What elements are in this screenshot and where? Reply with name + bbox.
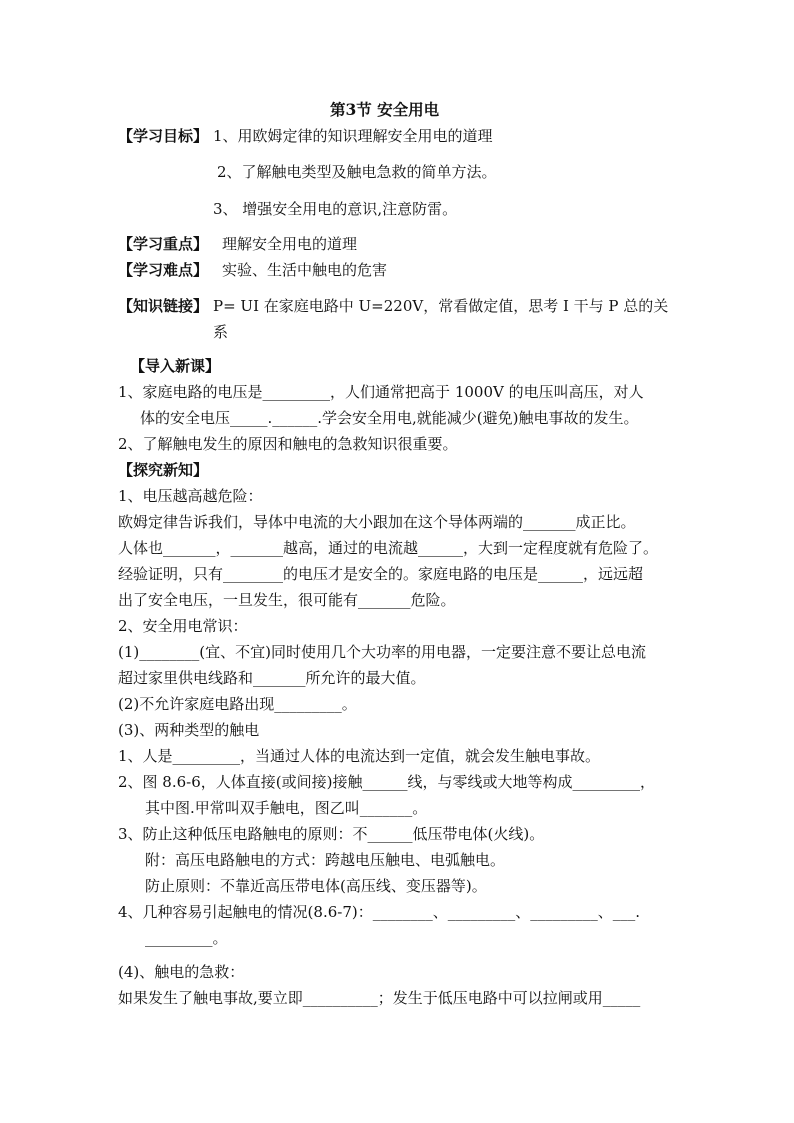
objective-3: 3、 增强安全用电的意识,注意防雷。 [213, 200, 458, 218]
explore-line-18: _________。 [145, 929, 228, 947]
explore-line-11: 1、人是_________，当通过人体的电流达到一定值，就会发生触电事故。 [118, 747, 601, 765]
explore-line-5: 出了安全电压，一旦发生，很可能有_______危险。 [118, 591, 456, 609]
explore-line-12: 2、图 8.6-6，人体直接(或间接)接触______线，与零线或大地等构成_________， [118, 773, 655, 791]
focus-text: 理解安全用电的道理 [222, 235, 358, 253]
explore-line-10: (3)、两种类型的触电 [118, 721, 260, 739]
intro-heading: 【导入新课】 [130, 357, 221, 375]
explore-line-6: 2、安全用电常识： [118, 617, 248, 635]
focus-label: 【学习重点】 [118, 235, 209, 253]
explore-line-17: 4、几种容易引起触电的情况(8.6-7)：________、_________、_________、___. [118, 903, 640, 921]
explore-line-2: 欧姆定律告诉我们，导体中电流的大小跟加在这个导体两端的_______成正比。 [118, 513, 636, 531]
explore-line-20: 如果发生了触电事故,要立即__________；发生于低压电路中可以拉闸或用_____ [118, 989, 641, 1007]
explore-line-8: 超过家里供电线路和_______所允许的最大值。 [118, 669, 426, 687]
explore-line-3: 人体也_______，_______越高，通过的电流越______，大到一定程度就有危险了。 [118, 539, 659, 557]
link-line-1: P= UI 在家庭电路中 U=220V，常看做定值，思考 I 干与 P 总的关 [213, 297, 669, 315]
objective-1: 1、用欧姆定律的知识理解安全用电的道理 [213, 127, 493, 145]
explore-line-4: 经验证明，只有________的电压才是安全的。家庭电路的电压是______，远远超 [118, 565, 644, 583]
link-label: 【知识链接】 [118, 297, 209, 315]
explore-line-15: 附：高压电路触电的方式：跨越电压触电、电弧触电。 [145, 851, 506, 869]
link-line-2: 系 [213, 323, 229, 341]
intro-line-1: 1、家庭电路的电压是_________，人们通常把高于 1000V 的电压叫高压，对人 [118, 383, 644, 401]
explore-line-13: 其中图.甲常叫双手触电，图乙叫_______。 [145, 799, 428, 817]
objectives-label: 【学习目标】 [118, 127, 209, 145]
explore-line-19: (4)、触电的急救： [118, 963, 245, 981]
intro-line-2: 体的安全电压_____.______.学会安全用电,就能减少(避免)触电事故的发生。 [140, 409, 639, 427]
objective-2: 2、了解触电类型及触电急救的简单方法。 [217, 163, 497, 181]
page-title: 第3节 安全用电 [330, 100, 440, 119]
intro-line-3: 2、了解触电发生的原因和触电的急救知识很重要。 [118, 435, 458, 453]
explore-line-7: (1)________(宜、不宜)同时使用几个大功率的用电器，一定要注意不要让总电流 [118, 643, 646, 661]
explore-line-1: 1、电压越高越危险： [118, 487, 263, 505]
explore-heading: 【探究新知】 [118, 461, 209, 479]
explore-line-14: 3、防止这种低压电路触电的原则：不______低压带电体(火线)。 [118, 825, 545, 843]
difficulty-label: 【学习难点】 [118, 261, 209, 279]
difficulty-text: 实验、生活中触电的危害 [222, 261, 388, 279]
explore-line-16: 防止原则：不靠近高压带电体(高压线、变压器等)。 [145, 877, 487, 895]
explore-line-9: (2)不允许家庭电路出现_________。 [118, 695, 357, 713]
